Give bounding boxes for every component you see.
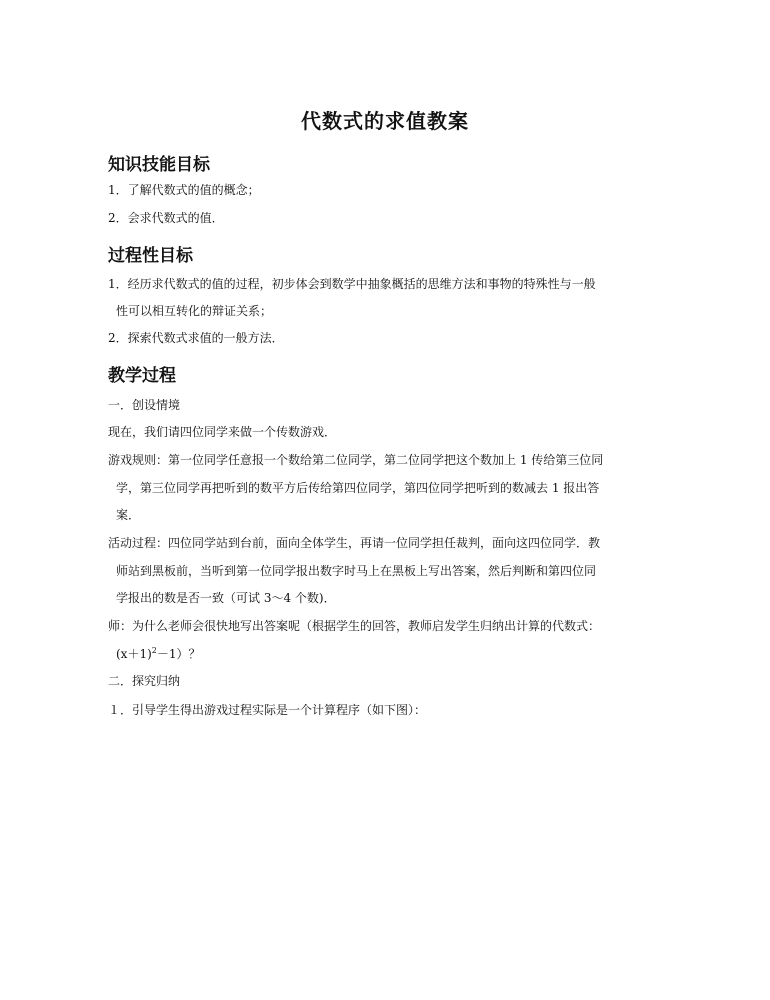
knowledge-item-2: 2．会求代数式的值．	[108, 211, 224, 225]
heading-knowledge-goals: 知识技能目标	[108, 155, 210, 175]
expression-tail: －1）？	[156, 647, 201, 661]
paragraph-activity-3: 学报出的数是否一致（可试 3～4 个数)．	[116, 591, 336, 605]
paragraph-rules-2: 学，第三位同学再把听到的数平方后传给第四位同学，第四位同学把听到的数减去 1 报出答	[116, 481, 600, 495]
paragraph-rules-3: 案．	[116, 508, 141, 522]
knowledge-item-1: 1．了解代数式的值的概念；	[108, 183, 260, 197]
process-item-1: 1．经历求代数式的值的过程，初步体会到数学中抽象概括的思维方法和事物的特殊性与一般	[108, 277, 596, 291]
paragraph-teacher-expression	[116, 642, 676, 666]
paragraph-teacher-1: 师：为什么老师会很快地写出答案呢（根据学生的回答，教师启发学生归纳出计算的代数式：	[108, 619, 601, 633]
paragraph-rules-1: 游戏规则：第一位同学任意报一个数给第二位同学，第二位同学把这个数加上 1 传给第三位同	[108, 453, 604, 467]
paragraph-guide: １．引导学生得出游戏过程实际是一个计算程序（如下图）：	[108, 703, 427, 717]
process-item-2: 2．探索代数式求值的一般方法．	[108, 331, 284, 345]
expression-exponent: 2	[151, 646, 157, 655]
document-title: 代数式的求值教案	[301, 109, 469, 133]
heading-teaching-process: 教学过程	[108, 366, 176, 386]
section-explore-summarize: 二．探究归纳	[108, 674, 181, 688]
paragraph-intro: 现在，我们请四位同学来做一个传数游戏．	[108, 425, 337, 439]
section-create-situation: 一．创设情境	[108, 398, 181, 412]
paragraph-activity-2: 师站到黑板前，当听到第一位同学报出数字时马上在黑板上写出答案，然后判断和第四位同	[116, 564, 597, 578]
process-item-1-cont: 性可以相互转化的辩证关系；	[116, 304, 273, 318]
heading-process-goals: 过程性目标	[108, 246, 193, 266]
expression-base: (x＋1)	[116, 647, 152, 661]
paragraph-activity-1: 活动过程：四位同学站到台前，面向全体学生，再请一位同学担任裁判，面向这四位同学．教	[108, 536, 601, 550]
